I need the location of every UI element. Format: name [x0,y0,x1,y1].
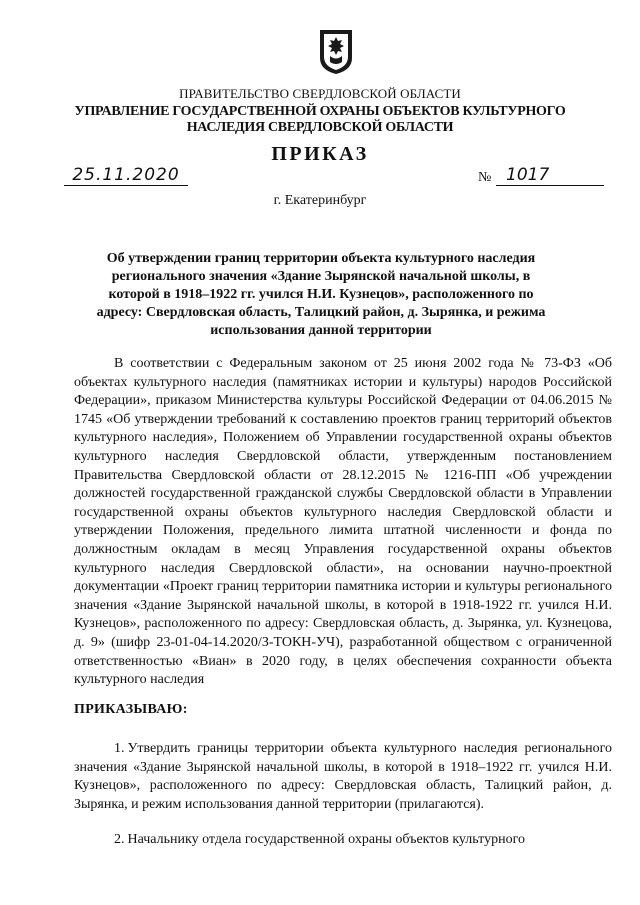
item-text: Утвердить границы территории объекта культурного наследия регионального значения «Здание Зырянской начальной школы, в которой в 1918–1922 гг. учился Н.И. Кузнецов», расположенного по адресу: Свердловская область, Талицкий район, д. Зырянка, и режим использования данной территории (прилагаются). [74,741,612,812]
order-item [74,740,612,814]
department-name: УПРАВЛЕНИЕ ГОСУДАРСТВЕННОЙ ОХРАНЫ ОБЪЕКТОВ КУЛЬТУРНОГО НАСЛЕДИЯ СВЕРДЛОВСКОЙ ОБЛАСТИ [74,104,566,135]
item-text: Начальнику отдела государственной охраны объектов культурного [127,832,525,847]
order-number: 1017 [496,165,604,186]
order-number-label: № [478,170,492,185]
preamble-paragraph: В соответствии с Федеральным законом от 25 июня 2002 года № 73-ФЗ «Об объектах культурного наследия (памятниках истории и культуры) народов Российской Федерации», приказом Министерства культуры Российской Федерации от 04.06.2015 № 1745 «Об утверждении требований к составлению проектов границ территорий объектов культурного наследия», Положением об Управлении государственной охраны объектов культурного наследия Свердловской области, утвержденным постановлением Правительства Свердловской области от 28.12.2015 № 1216-ПП «Об учреждении должностей государственной гражданской службы Свердловской области в Управлении государственной охраны объектов культурного наследия Свердловской области и утверждении Положения, предельного лимита штатной численности и фонда по должностным окладам в месяц Управления государственной охраны объектов культурного наследия Свердловской области», на основании научно-проектной документации «Проект границ территории памятника истории и культуры регионального значения «Здание Зырянской начальной школы, в которой в 1918-1922 гг. учился Н.И. Кузнецов», расположенного по адресу: Свердловская область, д. Зырянка, ул. Кузнецова, д. 9» (шифр 23-01-04-14.2020/З-ТОКН-УЧ), разработанной обществом с ограниченной ответственностью «Виан» в 2020 году, в целях обеспечения сохранности объекта культурного наследия [74,356,612,688]
order-word: ПРИКАЗЫВАЮ: [74,702,188,717]
item-number: 2. [114,832,125,847]
city: г. Екатеринбург [273,193,367,208]
document-type: ПРИКАЗ [271,143,369,165]
order-item [74,831,612,850]
government-name: ПРАВИТЕЛЬСТВО СВЕРДЛОВСКОЙ ОБЛАСТИ [179,86,461,101]
item-number: 1. [114,741,125,756]
sverdlovsk-coat-of-arms-icon [318,28,354,76]
order-date: 25.11.2020 [64,165,188,186]
order-subject: Об утверждении границ территории объекта культурного наследия регионального значения «Здание Зырянской начальной школы, в которой в 1918–1922 гг. учился Н.И. Кузнецов», расположенного по адресу: Свердловская область, Талицкий район, д. Зырянка, и режима использования данной территории [96,251,546,338]
